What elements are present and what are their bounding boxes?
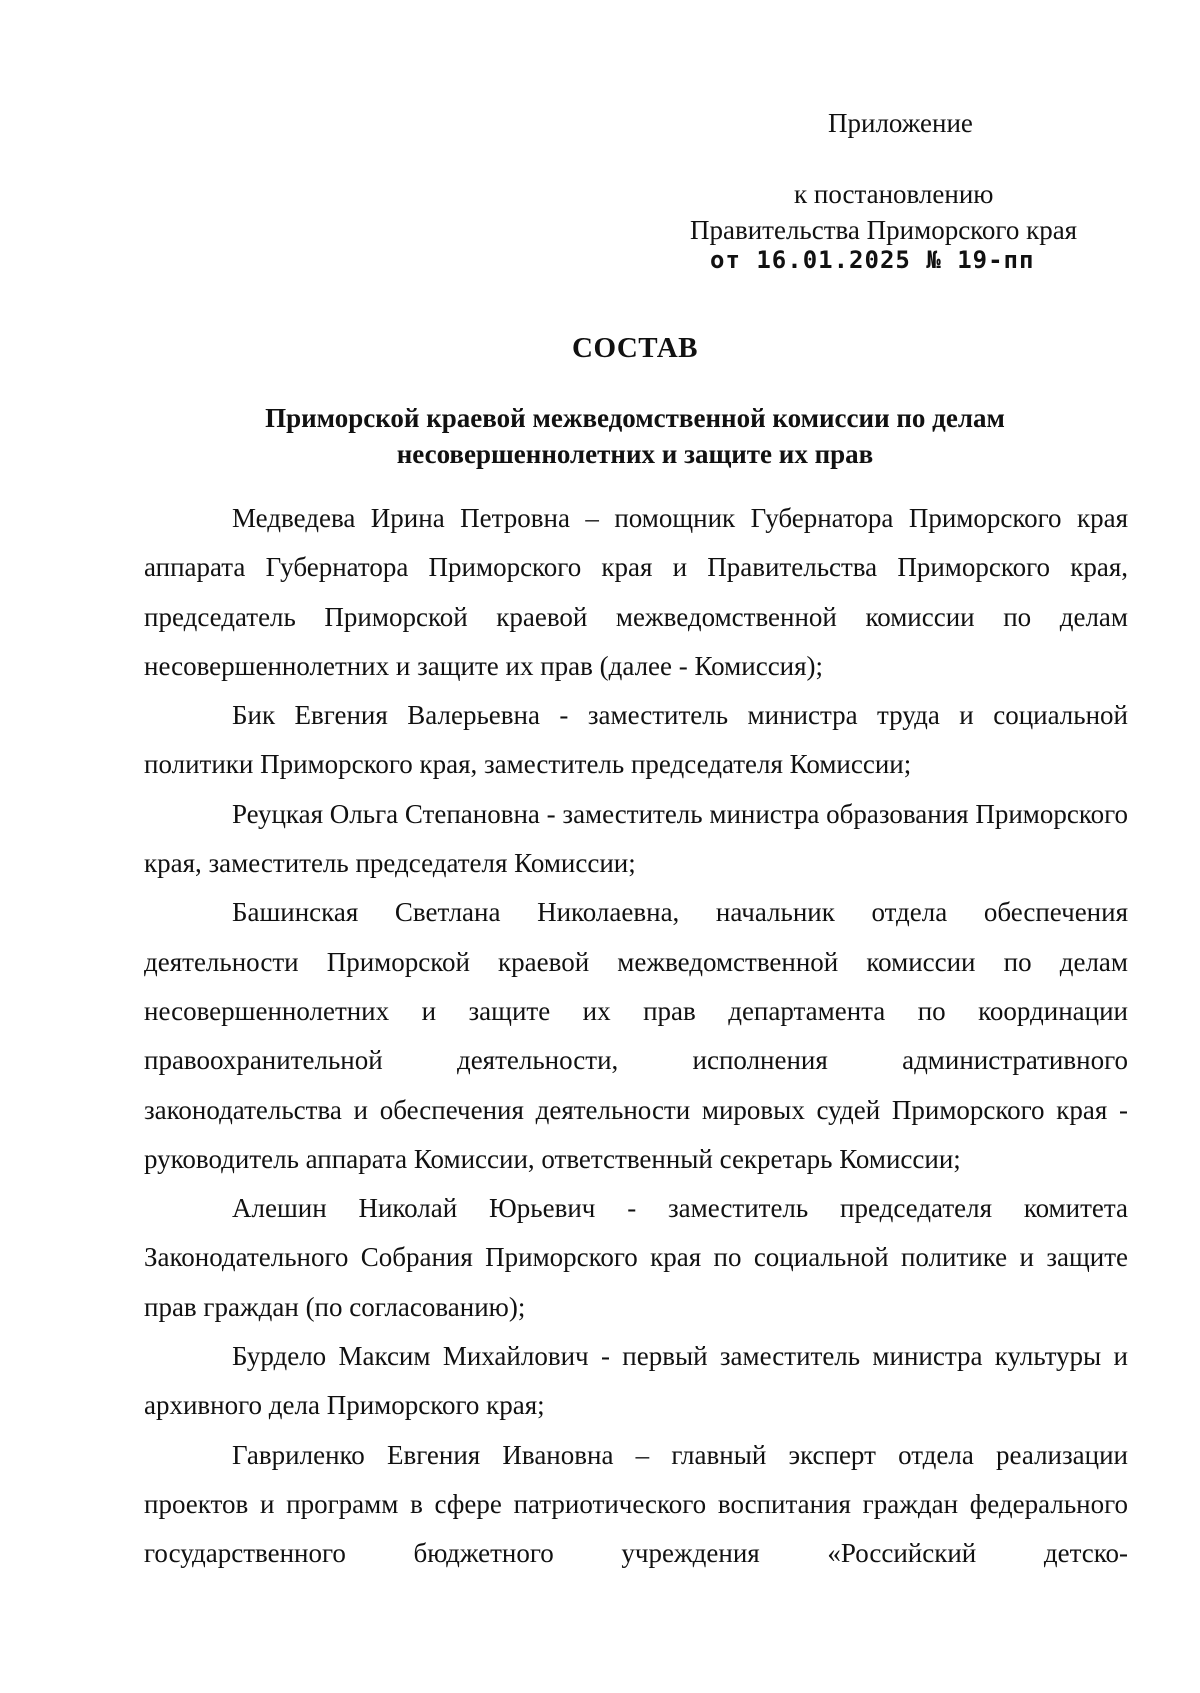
registration-stamp: от 16.01.2025 № 19-пп: [710, 246, 1035, 274]
member-entry: Башинская Светлана Николаевна, начальник отдела обеспечения деятельности Приморской краевой межведомственной комиссии по делам несовершеннолетних и защите их прав департамента по координации правоохранительной деятельности, исполнения административного законодательства и обеспечения деятельности мировых судей Приморского края - руководитель аппарата Комиссии, ответственный секретарь Комиссии;: [144, 897, 1128, 1174]
member-entry: Медведева Ирина Петровна – помощник Губернатора Приморского края аппарата Губернатора Приморского края и Правительства Приморского края, председатель Приморской краевой межведомственной комиссии по делам несовершеннолетних и защите их прав (далее - Комиссия);: [144, 503, 1128, 681]
member-entry: Реуцкая Ольга Степановна - заместитель министра образования Приморского края, заместитель председателя Комиссии;: [144, 798, 1128, 879]
appendix-ref-line-2: Правительства Приморского края: [690, 215, 1078, 245]
member-entry: Бурдело Максим Михайлович - первый заместитель министра культуры и архивного дела Приморского края;: [144, 1341, 1128, 1421]
member-entry: Алешин Николай Юрьевич - заместитель председателя комитета Законодательного Собрания Приморского края по социальной политике и защите прав граждан (по согласованию);: [144, 1193, 1128, 1322]
document-title: СОСТАВ: [572, 332, 698, 364]
document-subtitle: Приморской краевой межведомственной комиссии по делам несовершеннолетних и защите их прав: [265, 403, 1005, 469]
appendix-title: Приложение: [828, 108, 973, 138]
member-entry: Бик Евгения Валерьевна - заместитель министра труда и социальной политики Приморского края, заместитель председателя Комиссии;: [144, 700, 1128, 780]
members-list: [144, 494, 1128, 1579]
appendix-reference: [690, 176, 1110, 248]
appendix-ref-line-1: к постановлению: [794, 179, 994, 209]
member-entry: Гавриленко Евгения Ивановна – главный эксперт отдела реализации проектов и программ в сфере патриотического воспитания граждан федерального государственного бюджетного учреждения «Российский детско-: [144, 1439, 1128, 1569]
